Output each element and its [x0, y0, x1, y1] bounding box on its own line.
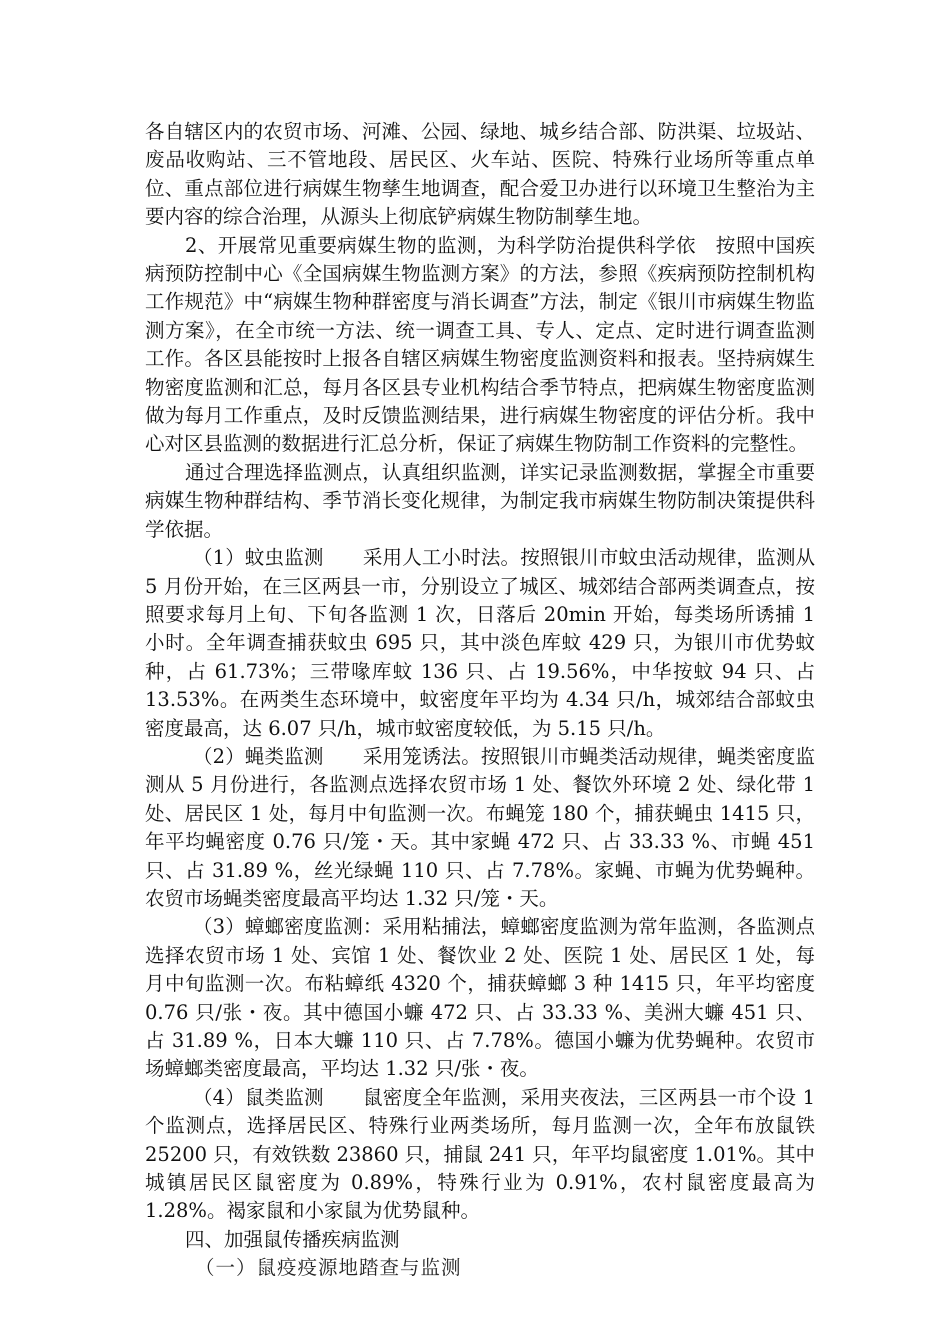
- subsection-heading: （一）鼠疫疫源地踏查与监测: [195, 1256, 462, 1280]
- paragraph-rodent-monitoring: （4）鼠类监测 鼠密度全年监测，采用夹夜法，三区两县一市个设 1 个监测点，选择居民区、特殊行业两类场所，每月监测一次，全年布放鼠铁 25200 只，有效铁数 23860 只，捕鼠 241 只，年平均鼠密度 1.01%。其中城镇居民区鼠密度为 0.89%，特殊行业为 0.91%，农村鼠密度最高为 1.28%。褐家鼠和小家鼠为优势鼠种。: [145, 1085, 815, 1223]
- paragraph-monitoring-purpose: 通过合理选择监测点，认真组织监测，详实记录监测数据，掌握全市重要病媒生物种群结构、季节消长变化规律，为制定我市病媒生物防制决策提供科学依据。: [145, 460, 815, 541]
- document-body: [145, 118, 815, 1283]
- paragraph-monitoring-overview: 2、开展常见重要病媒生物的监测，为科学防治提供科学依 按照中国疾病预防控制中心《全国病媒生物监测方案》的方法，参照《疾病预防控制机构工作规范》中“病媒生物种群密度与消长调查”方法，制定《银川市病媒生物监测方案》，在全市统一方法、统一调查工具、专人、定点、定时进行调查监测工作。各区县能按时上报各自辖区病媒生物密度监测资料和报表。坚持病媒生物密度监测和汇总，每月各区县专业机构结合季节特点，把病媒生物密度监测做为每月工作重点，及时反馈监测结果，进行病媒生物密度的评估分析。我中心对区县监测的数据进行汇总分析，保证了病媒生物防制工作资料的完整性。: [145, 233, 815, 456]
- section-heading: 四、加强鼠传播疾病监测: [185, 1227, 400, 1251]
- paragraph-fly-monitoring: （2）蝇类监测 采用笼诱法。按照银川市蝇类活动规律，蝇类密度监测从 5 月份进行，各监测点选择农贸市场 1 处、餐饮外环境 2 处、绿化带 1 处、居民区 1 处，每月中旬监测一次。布蝇笼 180 个，捕获蝇虫 1415 只，年平均蝇密度 0.76 只/笼・天。其中家蝇 472 只、占 33.33 %、市蝇 451 只、占 31.89 %，丝光绿蝇 110 只、占 7.78%。家蝇、市蝇为优势蝇种。农贸市场蝇类密度最高平均达 1.32 只/笼・天。: [145, 744, 815, 910]
- paragraph-cockroach-monitoring: （3）蟑螂密度监测：采用粘捕法，蟑螂密度监测为常年监测，各监测点选择农贸市场 1 处、宾馆 1 处、餐饮业 2 处、医院 1 处、居民区 1 处，每月中旬监测一次。布粘蟑纸 4320 个，捕获蟑螂 3 种 1415 只，年平均密度 0.76 只/张・夜。其中德国小蠊 472 只、占 33.33 %、美洲大蠊 451 只、占 31.89 %，日本大蠊 110 只、占 7.78%。德国小蠊为优势蝇种。农贸市场蟑螂类密度最高，平均达 1.32 只/张・夜。: [145, 915, 815, 1081]
- paragraph-mosquito-monitoring: （1）蚊虫监测 采用人工小时法。按照银川市蚊虫活动规律，监测从 5 月份开始，在三区两县一市，分别设立了城区、城郊结合部两类调查点，按照要求每月上旬、下旬各监测 1 次，日落后 20min 开始，每类场所诱捕 1 小时。全年调查捕获蚊虫 695 只，其中淡色库蚊 429 只，为银川市优势蚊种，占 61.73%；三带喙库蚊 136 只、占 19.56%，中华按蚊 94 只、占 13.53%。在两类生态环境中，蚊密度年平均为 4.34 只/h，城郊结合部蚊虫密度最高，达 6.07 只/h，城市蚊密度较低，为 5.15 只/h。: [145, 546, 815, 740]
- paragraph-breeding-sites: 各自辖区内的农贸市场、河滩、公园、绿地、城乡结合部、防洪渠、垃圾站、废品收购站、三不管地段、居民区、火车站、医院、特殊行业场所等重点单位、重点部位进行病媒生物孳生地调查，配合爱卫办进行以环境卫生整治为主要内容的综合治理，从源头上彻底铲病媒生物防制孳生地。: [145, 120, 815, 229]
